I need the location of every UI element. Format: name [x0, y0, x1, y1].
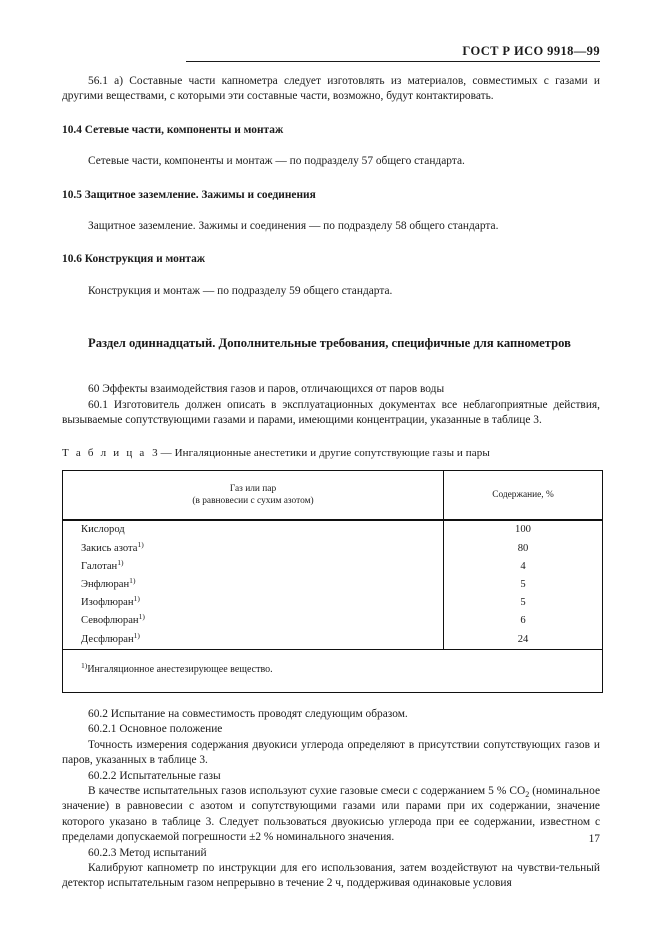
- footnote-text: Ингаляционное анестезирующее вещество.: [87, 663, 273, 675]
- column-header-gas-line1: Газ или пар: [229, 484, 277, 495]
- spacer: [62, 203, 600, 219]
- footnote-marker: 1): [133, 594, 140, 604]
- gas-name-text: Закись азота: [81, 542, 138, 554]
- spacer: [62, 693, 600, 707]
- table-footnote-row: [63, 649, 603, 692]
- table-row: [63, 594, 603, 612]
- table-caption-label: Т а б л и ц а: [62, 447, 147, 460]
- cell-gas-name: [63, 540, 444, 558]
- footnote-marker: 1): [81, 660, 88, 670]
- spacer: [62, 352, 600, 382]
- spacer: [62, 428, 600, 446]
- table-row: [63, 558, 603, 576]
- column-header-content: Содержание, %: [444, 471, 603, 521]
- gas-name-text: Десфлюран: [81, 633, 134, 645]
- spacer: [62, 299, 600, 335]
- paragraph-60-2-3: Калибруют капнометр по инструкции для его использования, затем воздействуют на чувстви-тельный детектор испытательным газом непрерывно в течение 2 ч, поддерживая одинаковые условия: [62, 861, 600, 890]
- footnote-marker: 1): [137, 539, 144, 549]
- table-caption-dash: —: [160, 447, 172, 460]
- heading-10-6: 10.6 Конструкция и монтаж: [62, 253, 206, 266]
- paragraph-10-5: Защитное заземление. Зажимы и соединения — по подразделу 58 общего стандарта.: [88, 220, 499, 233]
- table-row: [63, 540, 603, 558]
- paragraph-60-2-2-part2: (номинальное значение) в равновесии с азотом и сопутствующими газами или парами при их содержании, значение которого указано в таблице 3. Следует пользоваться двуокисью углерода при ее содержании, известном с пределами допускаемой погрешности ±2 % номинального значения.: [62, 784, 600, 844]
- heading-60-2-2: 60.2.2 Испытательные газы: [88, 769, 221, 782]
- column-header-gas: [63, 471, 444, 521]
- table-row: [63, 520, 603, 539]
- running-header: [62, 42, 600, 60]
- heading-10-5: 10.5 Защитное заземление. Зажимы и соединения: [62, 188, 316, 201]
- table-row: [63, 612, 603, 630]
- column-header-gas-line2: (в равновесии с сухим азотом): [192, 496, 314, 507]
- paragraph-60: 60 Эффекты взаимодействия газов и паров, отличающихся от паров воды: [88, 383, 445, 396]
- spacer: [62, 138, 600, 154]
- co2-subscript: 2: [525, 789, 530, 799]
- spacer: [62, 460, 600, 470]
- paragraph-60-1: 60.1 Изготовитель должен описать в эксплуатационных документах все неблагоприятные действия, вызываемые сопутствующими газами и парами, имеющими концентрации, указанные в таблице 3.: [62, 398, 600, 427]
- heading-10-4: 10.4 Сетевые части, компоненты и монтаж: [62, 123, 284, 136]
- cell-content-value: 5: [444, 594, 603, 612]
- header-rule: [186, 61, 600, 62]
- table-caption: [62, 446, 600, 460]
- table-header-row: [63, 471, 603, 521]
- cell-gas-name: [63, 631, 444, 650]
- cell-gas-name: [63, 558, 444, 576]
- cell-gas-name: [63, 520, 444, 539]
- table-foot: [63, 649, 603, 692]
- footnote-marker: 1): [138, 612, 145, 622]
- gas-name-text: Энфлюран: [81, 579, 130, 591]
- paragraph-10-4: Сетевые части, компоненты и монтаж — по подразделу 57 общего стандарта.: [88, 155, 465, 168]
- document-body: [62, 74, 600, 892]
- table-footnote-cell: [63, 649, 603, 692]
- paragraph-60-2-2-part1: В качестве испытательных газов используют сухие газовые смеси с содержанием 5 % CO: [88, 784, 526, 797]
- footnote-marker: 1): [129, 576, 136, 586]
- cell-gas-name: [63, 612, 444, 630]
- cell-content-value: 4: [444, 558, 603, 576]
- cell-content-value: 80: [444, 540, 603, 558]
- paragraph-60-2: 60.2 Испытание на совместимость проводят следующим образом.: [88, 707, 408, 720]
- table-3-gases: [62, 470, 603, 692]
- table-caption-text: Ингаляционные анестетики и другие сопутствующие газы и пары: [174, 447, 490, 460]
- table-body: [63, 520, 603, 649]
- gas-name-text: Изофлюран: [81, 597, 134, 609]
- cell-content-value: 100: [444, 520, 603, 539]
- heading-60-2-1: 60.2.1 Основное положение: [88, 723, 223, 736]
- paragraph-60-2-1: Точность измерения содержания двуокиси углерода определяют в присутствии сопутствующих газов и паров, указанных в таблице 3.: [62, 738, 600, 767]
- spacer: [62, 234, 600, 252]
- table-row: [63, 631, 603, 650]
- footnote-marker: 1): [133, 630, 140, 640]
- spacer: [62, 268, 600, 284]
- spacer: [62, 105, 600, 123]
- standard-designation: ГОСТ Р ИСО 9918—99: [462, 44, 600, 58]
- page-number: 17: [588, 833, 600, 845]
- gas-name-text: Севофлюран: [81, 615, 139, 627]
- spacer: [62, 170, 600, 188]
- cell-gas-name: [63, 576, 444, 594]
- gas-name-text: Галотан: [81, 560, 118, 572]
- gas-name-text: Кислород: [81, 524, 125, 536]
- heading-60-2-3: 60.2.3 Метод испытаний: [88, 846, 207, 859]
- section-heading-eleven: Раздел одиннадцатый. Дополнительные требования, специфичные для капнометров: [88, 336, 571, 351]
- cell-content-value: 24: [444, 631, 603, 650]
- table-head: [63, 471, 603, 521]
- table-caption-number: 3: [152, 447, 158, 460]
- cell-gas-name: [63, 594, 444, 612]
- table-row: [63, 576, 603, 594]
- cell-content-value: 6: [444, 612, 603, 630]
- paragraph-56-1: 56.1 а) Составные части капнометра следует изготовлять из материалов, совместимых с газами и другими веществами, с которыми эти составные части, возможно, будут контактировать.: [62, 75, 600, 103]
- paragraph-10-6: Конструкция и монтаж — по подразделу 59 общего стандарта.: [88, 284, 393, 297]
- footnote-marker: 1): [117, 557, 124, 567]
- cell-content-value: 5: [444, 576, 603, 594]
